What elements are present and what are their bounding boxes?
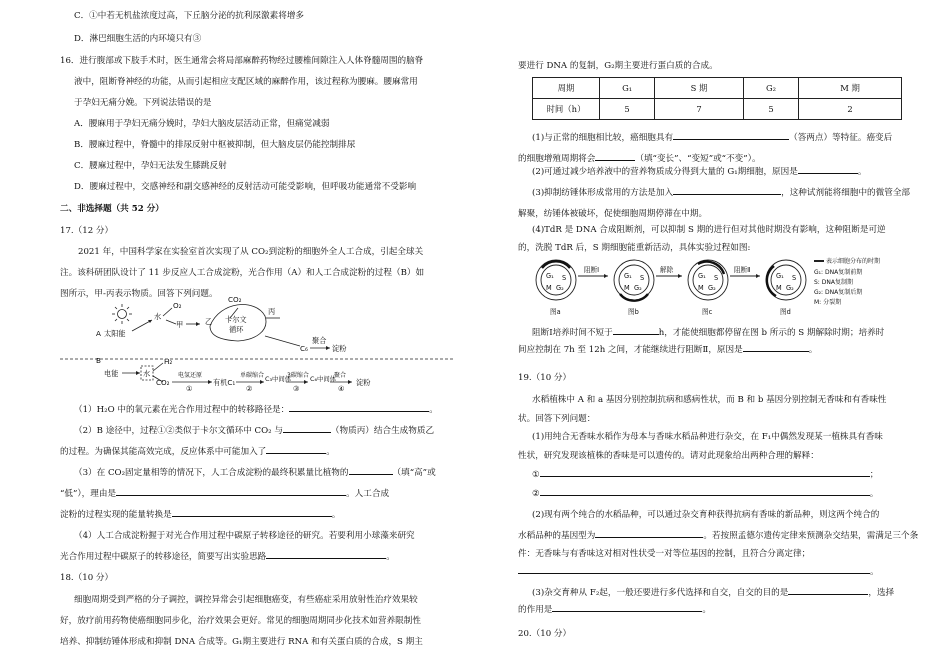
table-row-label: 时间（h） [533,99,600,120]
q15-option-d: D．淋巴细胞生活的内环境只有③ [74,34,202,44]
co2-b: CO₂ [156,378,170,387]
section-title: 二、非选择题（共 52 分） [60,204,164,214]
q17-sub-4-text-b: 光合作用过程中碳原子的转移途径，简要写出实验思路 [60,552,267,562]
phase-g1: G₁ [546,272,554,280]
q19-sub-2-line-3: 件：无香味与有香味这对相对性状受一对等位基因的控制，且符合分离定律； [518,549,811,559]
q17-para-2: 注。该科研团队设计了 11 步反应人工合成淀粉，光合作用（A）和人工合成淀粉的过程（B）如 [60,268,425,278]
q18-para-2: 好，放疗前用药物使癌细胞同步化，治疗效果会更好。常见的细胞周期同步化技术如营养限制性 [60,616,421,626]
redox-label: 电氢还原 [178,372,203,379]
q17-sub-3-line-3: 淀粉的过程实现的能量转换是 。 [60,505,340,525]
q19-sub-3-text-c: 的作用是 [518,605,553,615]
q17-sub-3 [60,463,436,483]
phase-g2: G₂ [556,284,564,292]
q17-sub-1: （1）H₂O 中的氧元素在光合作用过程中的转移路径是： 。 [60,400,438,420]
blank[interactable] [116,486,346,496]
q18-sub-4-line-4: 间应控制在 7h 至 12h 之间，才能继续进行阻断Ⅱ，原因是 。 [518,340,817,360]
q18-sub-2: (2)可通过减少培养液中的营养物质成分得到大量的 G₁期细胞，原因是 。 [518,162,866,182]
water-a: 水 [154,312,162,321]
q18-sub-1-text-d: （填“变长”、“变短”或“不变”）。 [635,154,761,164]
phase-m: M [698,284,704,292]
table-cell: 2 [799,99,902,120]
q19-sub-1-line-2: 性状，研究发现该植株的香味是可以遗传的。请对此现象给出两种合理的解释： [518,451,819,461]
caption-b: 图b [628,308,639,316]
q17-sub-4-line-2: 光合作用过程中碳原子的转移途径，简要写出实验思路 。 [60,547,395,567]
table-header: M 期 [799,78,902,99]
step-3-label: 3碳缩合 [287,372,309,379]
q18-sub-3-text: (3)抑制纺锤体形成常用的方法是加入 [532,188,674,198]
q18-sub-1-text: (1)与正常的细胞相比较，癌细胞具有 [532,133,674,143]
c3-mid-label: C₃中间体 [265,375,292,383]
q19-sub-1: (1)用纯合无香味水稻作为母本与香味水稻品种进行杂交，在 F₁中偶然发现某一植株具有香味 [532,432,883,442]
q19-sub-3-text-b: ，选择 [868,588,895,598]
polymer-b: 聚合 [334,372,347,379]
organic-c1: 有机C₁ [213,378,236,387]
q16-stem-1: 16．进行腹部或下肢手术时，医生通常会将局部麻醉药物经过腰椎间隙注入人体脊髓周围的脑脊 [60,56,424,66]
q19-sub-2-text-c: 。若按照孟德尔遗传定律来预测杂交结果，需满足三个条 [703,531,919,541]
q18-sub-3 [518,183,910,203]
starch-synthesis-diagram [60,296,455,400]
q17-sub-1-text: （1）H₂O 中的氧元素在光合作用过程中的转移路径是： [74,405,290,415]
blank[interactable] [518,564,870,574]
phase-g2: G₂ [634,284,642,292]
blank[interactable] [552,602,702,612]
c6-label: C₆ [300,344,308,353]
jia-label: 甲 [176,320,184,329]
step-4-num: ④ [338,384,345,393]
blank[interactable] [673,185,781,195]
q15-option-c: C．①中若无机盐浓度过高，下丘脑分泌的抗利尿激素将增多 [74,11,305,21]
blank[interactable] [540,486,870,496]
q19-para-1: 水稻植株中 A 和 a 基因分别控制抗病和感病性状，而 B 和 b 基因分别控制无香味和有香味性 [532,395,887,405]
phase-g2: G₂ [708,284,716,292]
co2-a: CO₂ [228,295,242,304]
q18-sub-1-text-c: 的细胞增殖周期将会 [518,154,596,164]
blank[interactable] [595,528,703,538]
q19-sub-2-line-2 [518,526,918,546]
q18-para-1: 细胞周期受到严格的分子调控，调控异常会引起细胞癌变，有些癌症采用放射性治疗效果较 [74,595,418,605]
blank[interactable] [172,507,332,517]
q19-choice-1: ① ； [518,465,878,485]
blank[interactable] [289,402,429,412]
c6-mid-label: C₆中间体 [310,375,337,383]
q18-sub-3-text-b: ，这种试剂能将细胞中的微管全部 [781,188,911,198]
table-header-row [533,78,902,99]
q18-sub-1-text-b: （答两点）等特征。癌变后 [789,133,893,143]
h2-label: H₂ [164,357,173,366]
legend-item: S: DNA复制期 [814,279,853,286]
starch-b: 淀粉 [356,378,371,387]
phase-g1: G₁ [624,272,632,280]
q17-sub-3-text-e: 淀粉的过程实现的能量转换是 [60,510,172,520]
choice-1-marker: ① [532,470,540,480]
q18-sub-2-text: (2)可通过减少培养液中的营养物质成分得到大量的 G₁期细胞，原因是 [532,167,798,177]
label-b: B [96,356,101,365]
q17-sub-2-text-c: 的过程。为确保其能高效完成，反应体系中可能加入了 [60,447,267,457]
water-b: 水 [143,369,151,378]
q19-sub-2: (2)现有两个纯合的水稻品种，可以通过杂交育种获得抗病有香味的新品种，则这两个纯合的 [532,510,880,520]
q19-number: 19.（10 分） [518,373,572,383]
calvin-label-1: 卡尔文 [225,315,247,324]
calvin-label-2: 循环 [229,325,244,334]
q17-sub-3-text-d: 。人工合成 [346,489,390,499]
phase-s: S [714,274,719,282]
table-cell: 7 [655,99,744,120]
q17-sub-2-text: （2）B 途径中，过程①②类似于卡尔文循环中 CO₂ 与 [74,426,283,436]
cell-cycle-table [532,77,902,120]
phase-s: S [562,274,567,282]
q18-intro-cont: 要进行 DNA 的复制，G₂期主要进行蛋白质的合成。 [518,61,718,71]
q18-sub-4-line-2: 的，洗脱 TdR 后，S 期细胞能重新活动，具体实验过程如图: [518,243,751,253]
table-cell: 5 [600,99,655,120]
q20-number: 20.（10 分） [518,629,572,639]
q16-option-c: C．腰麻过程中，孕妇无法发生膝跳反射 [74,161,227,171]
q16-stem-2: 液中，阻断脊神经的功能，从而引起相应支配区域的麻醉作用，该过程称为腰麻。腰麻常用 [74,77,418,87]
polymer-a: 聚合 [312,336,327,345]
phase-s: S [792,274,797,282]
blank[interactable] [540,467,870,477]
q16-stem-3: 于孕妇无痛分娩。下列说法错误的是 [74,98,212,108]
bing-label: 丙 [268,307,276,316]
caption-c: 图c [702,308,713,316]
blank[interactable] [798,164,858,174]
phase-g2: G₂ [786,284,794,292]
q18-sub-4-text-d: h，才能使细胞都停留在图 b 所示的 S 期解除时期；培养时 [658,328,885,338]
q17-number: 17.（12 分） [60,226,114,236]
q17-para-1: 2021 年，中国科学家在实验室首次实现了从 CO₂到淀粉的细胞外全人工合成，引起全球关 [78,247,424,257]
legend-item: M: 分裂期 [814,299,842,306]
q17-sub-4: （4）人工合成淀粉握于对光合作用过程中碳原子转移途径的研究。若要利用小球藻来研究 [74,531,415,541]
q18-number: 18.（10 分） [60,573,114,583]
yi-label: 乙 [205,317,213,326]
blank[interactable] [349,465,393,475]
q19-choice-2: ② 。 [518,484,878,504]
blank[interactable] [266,549,386,559]
starch-a: 淀粉 [332,344,347,353]
phase-s: S [640,274,645,282]
q17-sub-3-text-b: （填“高”或 [392,468,436,478]
phase-m: M [776,284,782,292]
table-header: 周期 [533,78,600,99]
q19-para-2: 状。回答下列问题： [518,414,596,424]
step-2-num: ② [246,384,253,393]
phase-m: M [624,284,630,292]
blank[interactable] [743,342,809,352]
choice-2-marker: ② [532,489,540,499]
phase-g1: G₁ [776,272,784,280]
label-a: A [96,329,101,338]
blank[interactable] [673,130,789,140]
blank[interactable] [283,423,331,433]
release-label: 解除 [660,266,674,274]
table-cell: 5 [743,99,798,120]
table-header: S 期 [655,78,744,99]
caption-d: 图d [780,308,791,316]
q18-sub-3-line-2: 解聚，纺锤体被破坏，促使细胞周期停滞在中期。 [518,209,708,219]
caption-a: 图a [550,308,561,316]
step-3-num: ③ [293,384,300,393]
elec-label: 电能 [104,369,119,378]
q18-sub-4: (4)TdR 是 DNA 合成阻断剂，可以抑制 S 期的进行但对其他时期没有影响，这种阻断是可逆 [532,225,886,235]
legend-item: G₂: DNA复制后期 [814,289,863,296]
q17-sub-2 [60,421,434,441]
table-row [533,99,902,120]
q17-sub-3-text: （3）在 CO₂固定量相等的情况下，人工合成淀粉的最终积累量比植物的 [74,468,349,478]
q16-option-b: B．腰麻过程中，脊髓中的排尿反射中枢被抑制，但大脑皮层仍能控制排尿 [74,140,356,150]
q18-sub-4-text-e: 间应控制在 7h 至 12h 之间，才能继续进行阻断Ⅱ，原因是 [518,345,743,355]
table-header: G₁ [600,78,655,99]
blank[interactable] [595,151,635,161]
step-1-num: ① [186,384,193,393]
q17-sub-2-line-2: 的过程。为确保其能高效完成，反应体系中可能加入了 。 [60,442,335,462]
step-2-label: 单碳缩合 [240,372,265,379]
block-2-label: 阻断Ⅱ [734,266,751,274]
q18-para-3: 培养、抑制纺锤体形成和抑制 DNA 合成等。G₁期主要进行 RNA 和有关蛋白质的合成，S 期主 [60,637,423,647]
q17-sub-3-line-2 [60,484,389,504]
q18-sub-4-text-c: 阻断Ⅰ培养时间不短于 [532,328,613,338]
o2-a: O₂ [173,301,182,310]
q19-sub-3-text: (3)杂交育种从 F₂起，一般还要进行多代选择和自交，自交的目的是 [532,588,789,598]
q16-option-a: A．腰麻用于孕妇无痛分娩时，孕妇大脑皮层活动正常，但痛觉减弱 [74,119,330,129]
sun-label: 太阳能 [104,329,126,338]
q19-sub-2-text-b: 水稻品种的基因型为 [518,531,596,541]
blank[interactable] [613,325,659,335]
phase-g1: G₁ [698,272,706,280]
legend-item: G₁: DNA复制前期 [814,269,863,276]
blank[interactable] [266,444,326,454]
table-header: G₂ [743,78,798,99]
cell-cycle-diagram [528,250,916,322]
q17-sub-3-text-c: “低”），理由是 [60,489,117,499]
blank[interactable] [788,585,868,595]
q16-option-d: D．腰麻过程中，交感神经和副交感神经的反射活动可能受影响，但呼吸功能通常不受影响 [74,182,417,192]
phase-m: M [546,284,552,292]
q18-sub-1 [518,128,892,148]
block-1-label: 阻断Ⅰ [584,266,600,274]
q19-sub-3-line-2: 的作用是 。 [518,600,711,620]
legend-item: 表示细胞分布的时期 [826,258,881,265]
q17-para-3: 图所示，甲-丙表示物质。回答下列问题。 [60,289,218,299]
q17-sub-2-text-b: （物质丙）结合生成物质乙 [330,426,435,436]
q19-sub-2-line-4: 。 [518,562,879,582]
